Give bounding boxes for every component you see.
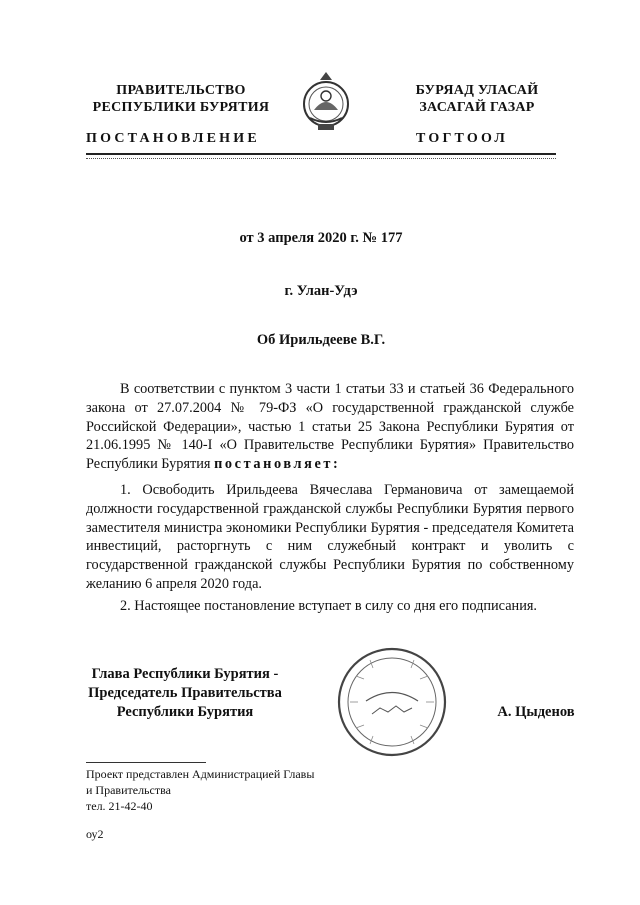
- signature-title-line2: Председатель Правительства: [88, 685, 282, 701]
- header-right-line1: БУРЯАД УЛАСАЙ: [415, 83, 539, 98]
- preamble-paragraph: [86, 380, 574, 474]
- decree-word: постановляет:: [214, 456, 341, 473]
- item-1-paragraph: [86, 481, 574, 594]
- doctype-left: ПОСТАНОВЛЕНИЕ: [86, 131, 260, 146]
- header-left: [86, 82, 276, 116]
- signatory-name: А. Цыденов: [497, 704, 575, 720]
- preamble-text: В соответствии с пунктом 3 части 1 статьи 33 и статьей 36 Федерального закона от 27.07.2004 № 79-ФЗ «О государственной гражданской службе Российской Федерации», частью 1 статьи 25 Закона Республики Бурятия от 21.06.1995 № 140-I «О Правительстве Республики Бурятия» Правительство Республики Бурятия: [86, 381, 574, 473]
- coat-of-arms-emblem: [296, 66, 356, 136]
- subject: Об Ирильдееве В.Г.: [256, 332, 386, 348]
- header-rule-thin: [86, 158, 556, 159]
- item-2-paragraph: [86, 597, 574, 616]
- footer-note: [86, 766, 314, 814]
- city: г. Улан-Удэ: [284, 283, 358, 299]
- signature-title-line3: Республики Бурятия: [116, 704, 254, 720]
- footer-line1: Проект представлен Администрацией Главы: [86, 767, 315, 781]
- signature-title-line1: Глава Республики Бурятия -: [91, 666, 279, 682]
- date-number: от 3 апреля 2020 г. № 177: [239, 230, 403, 246]
- header-left-line1: ПРАВИТЕЛЬСТВО: [116, 83, 246, 98]
- header-right: [382, 82, 572, 116]
- doctype-right: ТОГТООЛ: [416, 131, 509, 146]
- footer-rule: [86, 762, 206, 763]
- item-2-text: 2. Настоящее постановление вступает в силу со дня его подписания.: [120, 598, 537, 614]
- item-1-text: 1. Освободить Ирильдеева Вячеслава Германовича от замещаемой должности государственной гражданской службы Республики Бурятия первого заместителя министра экономики Республики Бурятия - председателя Комитета инвестиций, расторгнуть с ним служебный контракт и уволить с государственной гражданской службы Республики Бурятия по собственному желанию 6 апреля 2020 года.: [86, 482, 574, 592]
- header-right-line2: ЗАСАГАЙ ГАЗАР: [419, 100, 535, 115]
- official-stamp: [336, 646, 448, 758]
- signature-title: [80, 665, 290, 722]
- footer-line3: тел. 21-42-40: [86, 799, 153, 813]
- header-rule-thick: [86, 153, 556, 155]
- footer-code: оу2: [86, 827, 104, 841]
- footer-line2: и Правительства: [86, 783, 171, 797]
- header-left-line2: РЕСПУБЛИКИ БУРЯТИЯ: [92, 100, 270, 115]
